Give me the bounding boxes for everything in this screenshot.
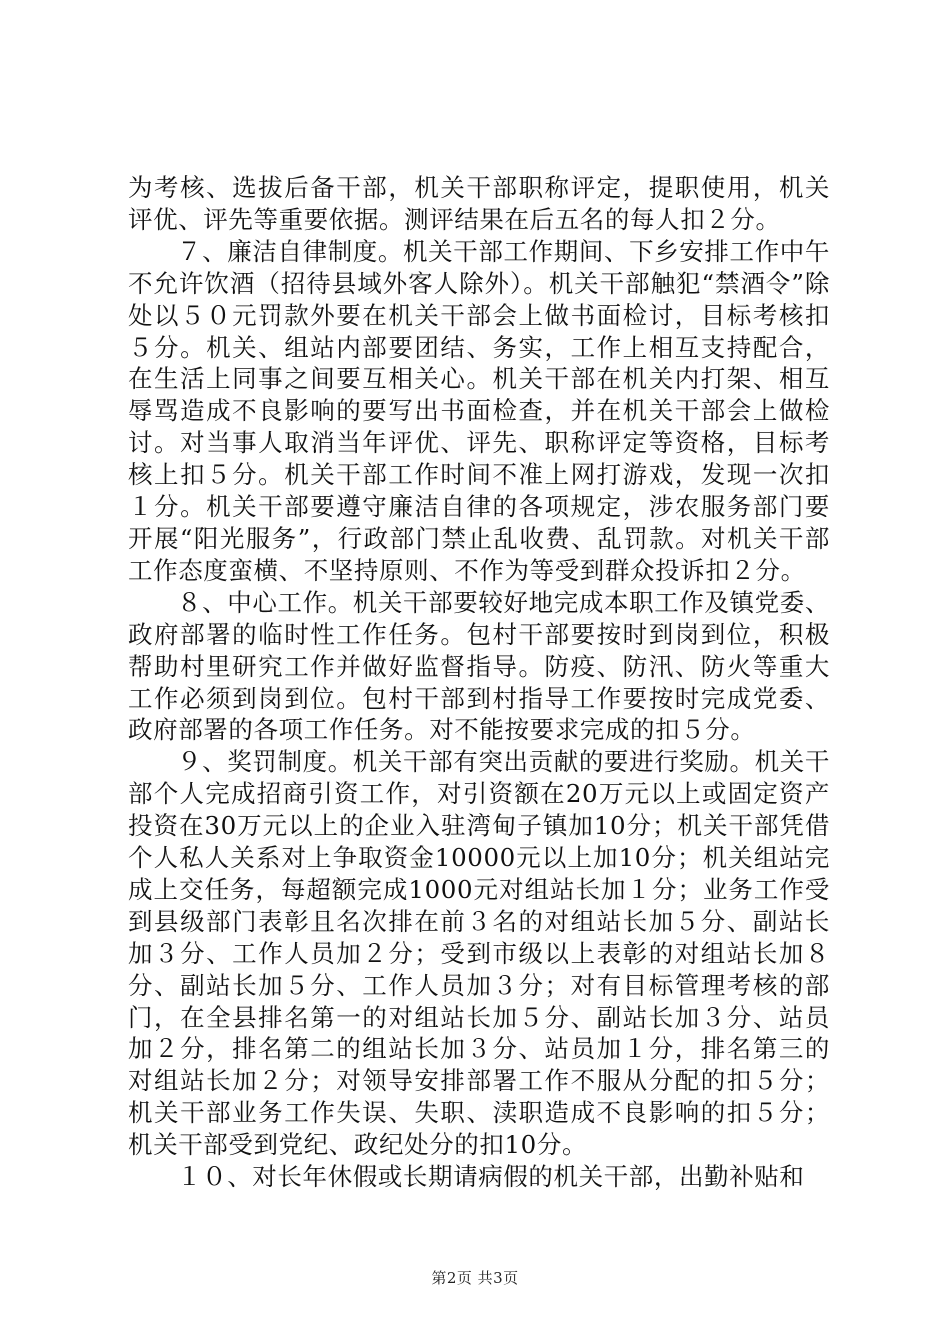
document-body <box>128 172 830 1193</box>
paragraph-item-7: ７、廉洁自律制度。机关干部工作期间、下乡安排工作中午不允许饮酒（招待县域外客人除外）。机关干部触犯“禁酒令”除处以５０元罚款外要在机关干部会上做书面检讨，目标考核扣５分。机关、组站内部要团结、务实，工作上相互支持配合，在生活上同事之间要互相关心。机关干部在机关内打架、相互辱骂造成不良影响的要写出书面检查，并在机关干部会上做检讨。对当事人取消当年评优、评先、职称评定等资格，目标考核上扣５分。机关干部工作时间不准上网打游戏，发现一次扣１分。机关干部要遵守廉洁自律的各项规定，涉农服务部门要开展“阳光服务”，行政部门禁止乱收费、乱罚款。对机关干部工作态度蛮横、不坚持原则、不作为等受到群众投诉扣２分。 <box>128 236 830 585</box>
paragraph-item-10: １０、对长年休假或长期请病假的机关干部，出勤补贴和 <box>177 1162 805 1192</box>
paragraph-item-9: ９、奖罚制度。机关干部有突出贡献的要进行奖励。机关干部个人完成招商引资工作，对引资额在20万元以上或固定资产投资在30万元以上的企业入驻湾甸子镇加10分；机关干部凭借个人私人关系对上争取资金10000元以上加10分；机关组站完成上交任务，每超额完成1000元对组站长加１分；业务工作受到县级部门表彰且名次排在前３名的对组站长加５分、副站长加３分、工作人员加２分；受到市级以上表彰的对组站长加８分、副站长加５分、工作人员加３分；对有目标管理考核的部门，在全县排名第一的对组站长加５分、副站长加３分、站员加２分，排名第二的组站长加３分、站员加１分，排名第三的对组站长加２分；对领导安排部署工作不服从分配的扣５分；机关干部业务工作失误、失职、渎职造成不良影响的扣５分；机关干部受到党纪、政纪处分的扣10分。 <box>128 747 830 1160</box>
page-number-footer: 第2页 共3页 <box>431 1269 519 1287</box>
paragraph-item-8: ８、中心工作。机关干部要较好地完成本职工作及镇党委、政府部署的临时性工作任务。包村干部要按时到岗到位，积极帮助村里研究工作并做好监督指导。防疫、防汛、防火等重大工作必须到岗到位。包村干部到村指导工作要按时完成党委、政府部署的各项工作任务。对不能按要求完成的扣５分。 <box>128 587 830 745</box>
paragraph-continuation: 为考核、选拔后备干部，机关干部职称评定，提职使用，机关评优、评先等重要依据。测评结果在后五名的每人扣２分。 <box>128 173 830 234</box>
